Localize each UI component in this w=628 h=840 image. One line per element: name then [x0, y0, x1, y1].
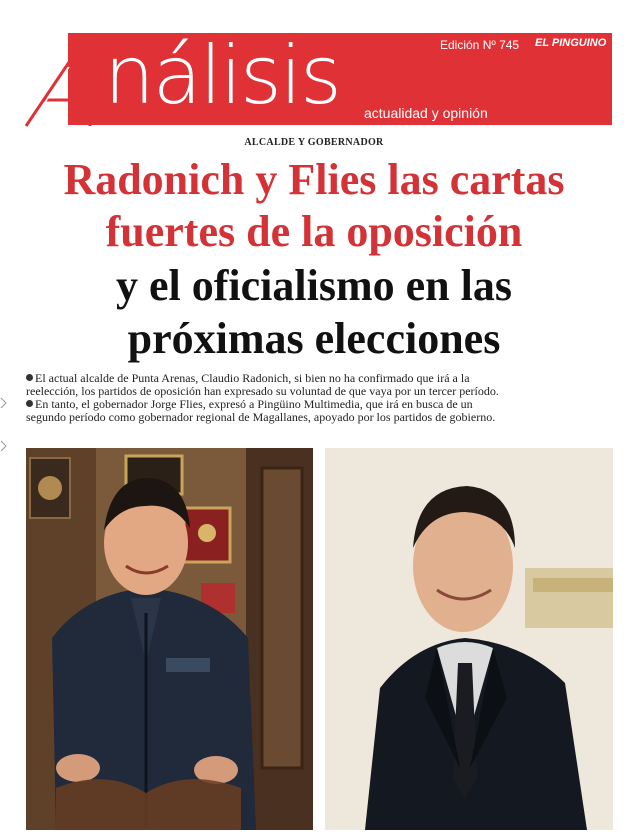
- photo-radonich: [26, 448, 313, 830]
- headline-line-4: próximas elecciones: [127, 314, 501, 363]
- bullet-icon: [26, 374, 33, 381]
- section-tagline: actualidad y opinión: [364, 105, 488, 121]
- article-kicker: ALCALDE Y GOBERNADOR: [244, 137, 384, 148]
- article-summary: [26, 372, 618, 424]
- chevron-right-icon[interactable]: [0, 397, 8, 409]
- edition-number: Edición Nº 745: [440, 38, 520, 52]
- photo-flies: [325, 448, 613, 830]
- headline-line-2: fuertes de la oposición: [105, 207, 523, 256]
- publication-brand: EL PINGUINO: [535, 37, 607, 49]
- summary-line: reelección, los partidos de oposición han expresado su voluntad de que vaya por un tercer período.: [26, 384, 499, 398]
- logo-letter-a: [24, 34, 104, 129]
- headline-line-1: Radonich y Flies las cartas: [63, 155, 565, 204]
- bullet-icon: [26, 400, 33, 407]
- chevron-right-icon[interactable]: [0, 440, 8, 452]
- summary-line: segundo período como gobernador regional de Magallanes, apoyado por los partidos de gobierno.: [26, 410, 496, 424]
- summary-bullet-2: En tanto, el gobernador Jorge Flies, expresó a Pingüino Multimedia, que irá en busca de un: [26, 398, 618, 411]
- logo-word: nálisis: [104, 29, 340, 122]
- summary-bullet-1: El actual alcalde de Punta Arenas, Claudio Radonich, si bien no ha confirmado que irá a la: [26, 372, 618, 385]
- headline-line-3: y el oficialismo en las: [116, 261, 512, 310]
